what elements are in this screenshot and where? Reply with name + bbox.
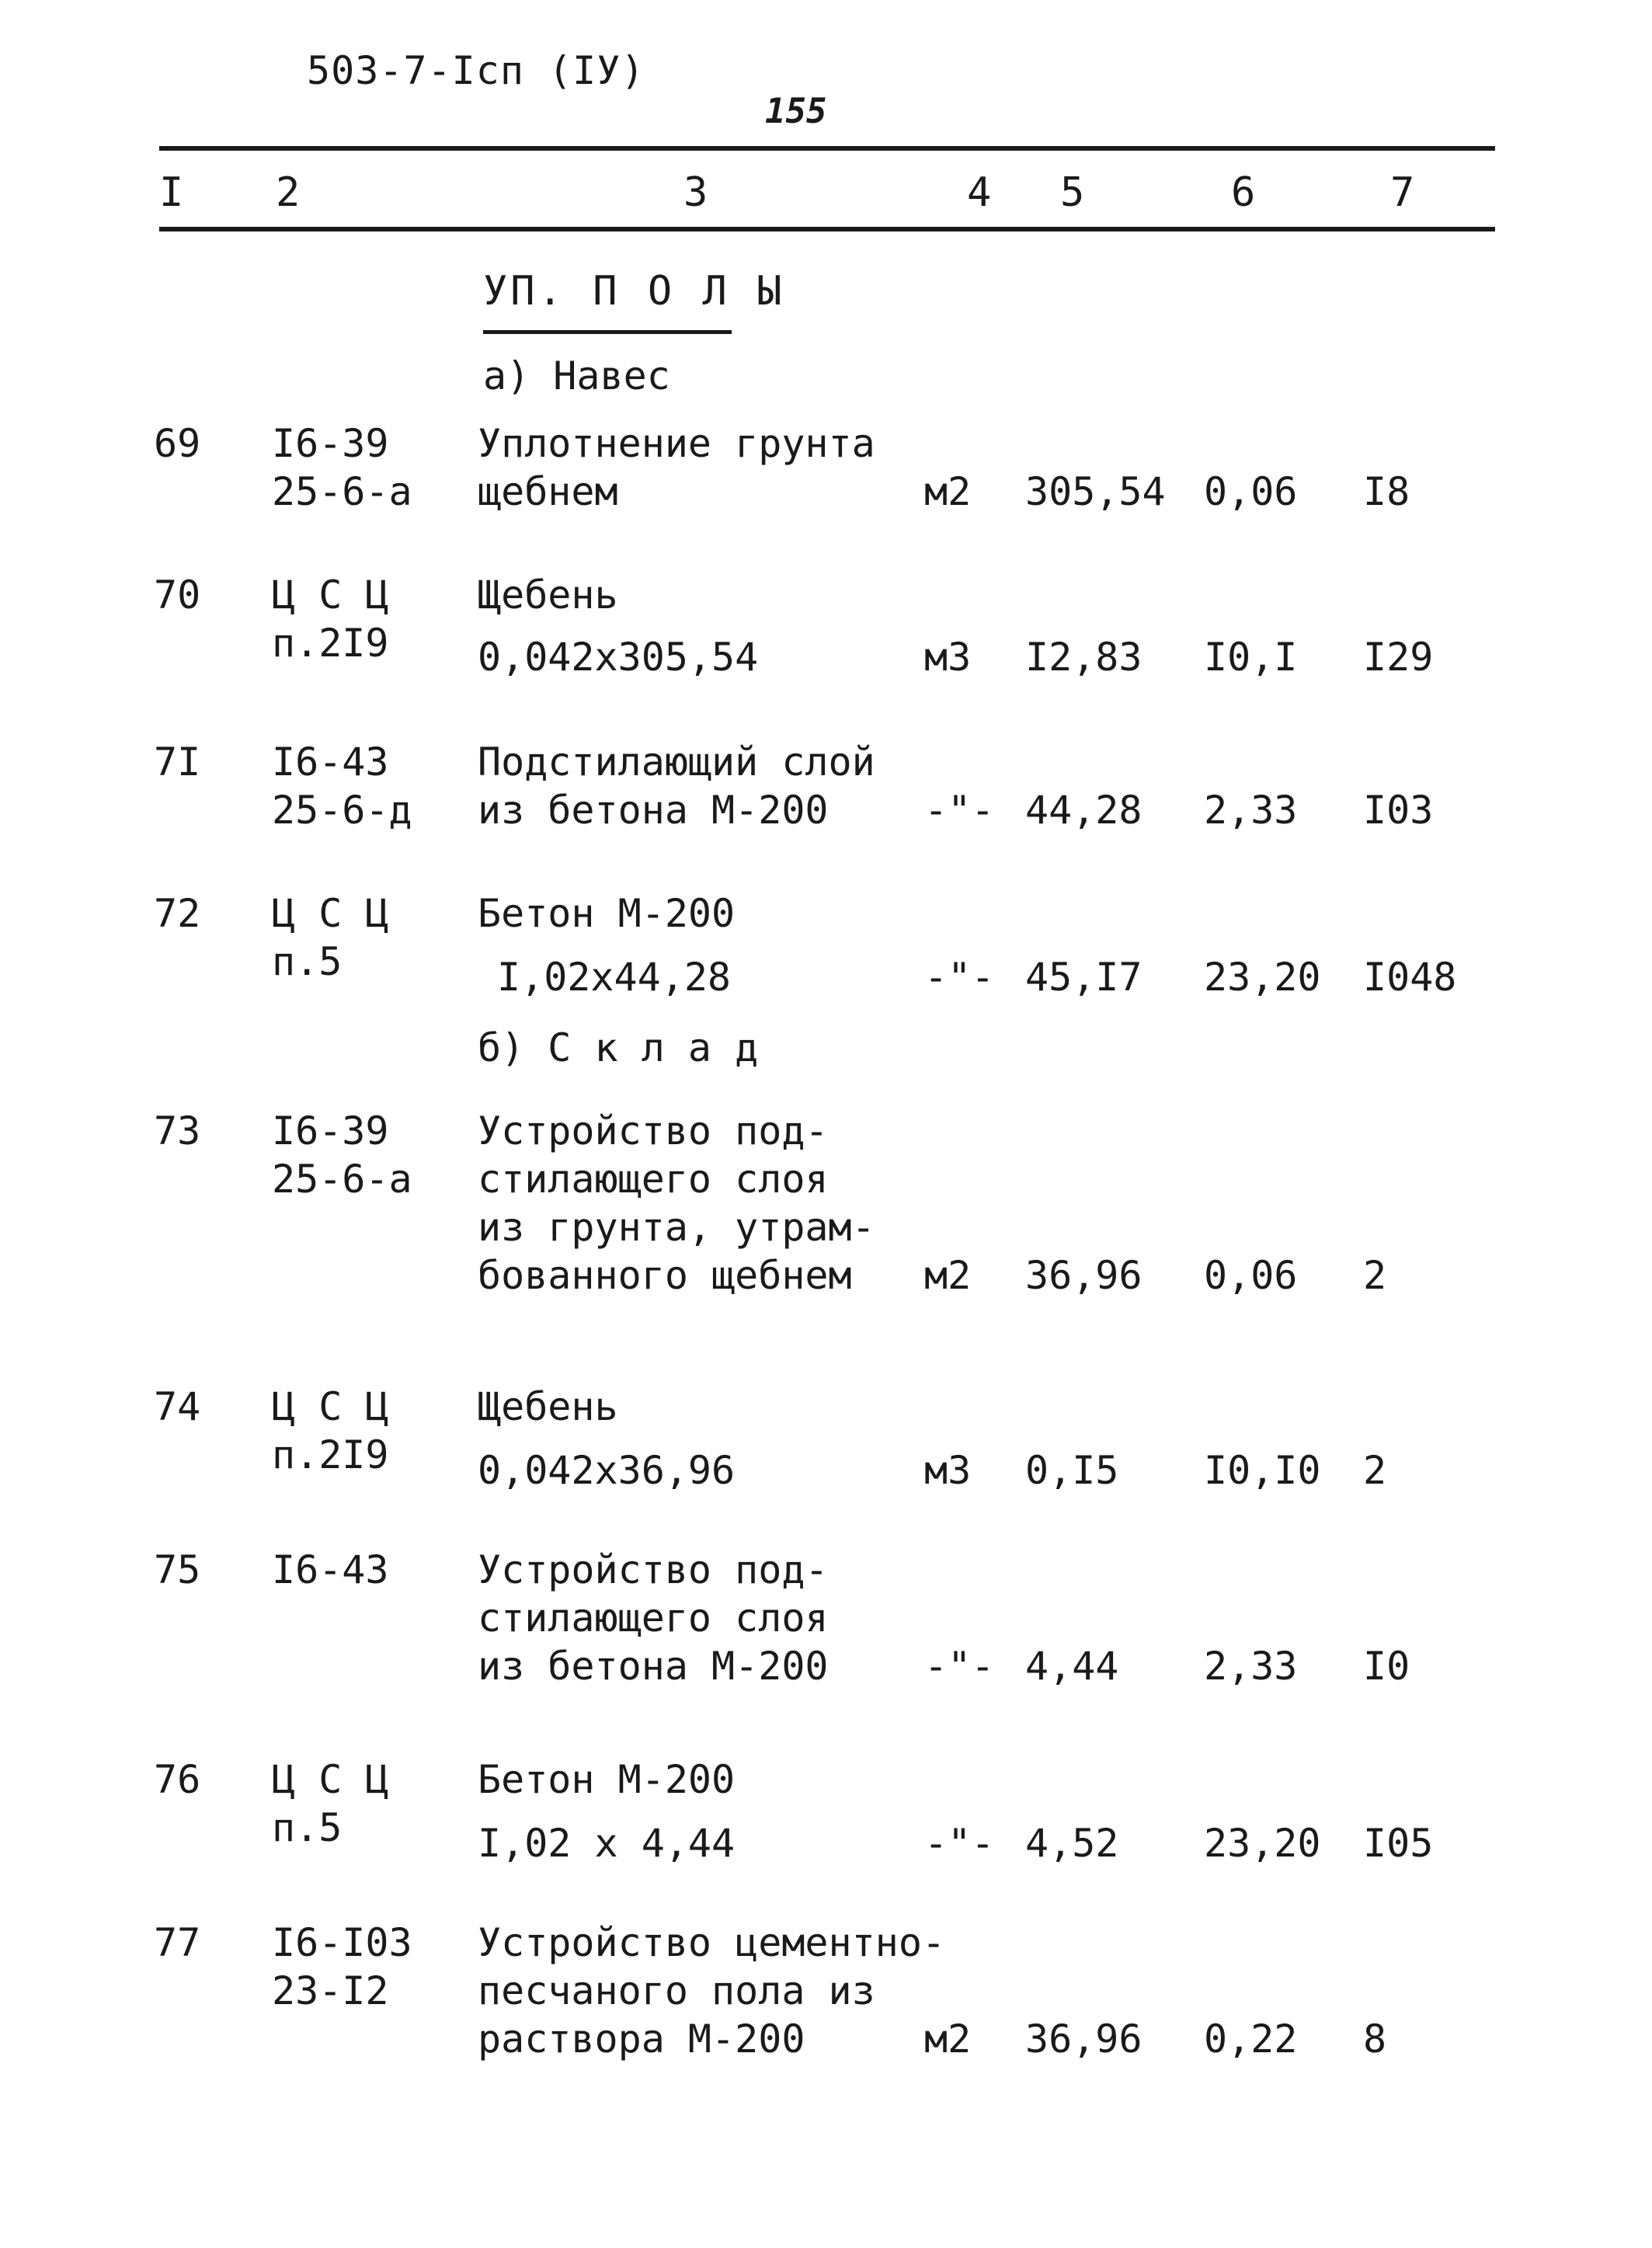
- rate-code-line: 25-6-а: [272, 469, 412, 514]
- quantity: 36,96: [1025, 1253, 1142, 1298]
- unit: -"-: [924, 955, 995, 1000]
- rate-code-line: I6-I03: [272, 1920, 412, 1965]
- quantity: 36,96: [1025, 2017, 1142, 2062]
- total-cost: I048: [1363, 955, 1457, 1000]
- column-4-label: 4: [967, 169, 992, 216]
- work-description-line: стилающего слоя: [478, 1157, 829, 1202]
- unit-price: I0,I0: [1204, 1448, 1321, 1493]
- rate-code-line: п.2I9: [272, 1432, 389, 1477]
- unit-price: 2,33: [1204, 788, 1298, 833]
- column-5-label: 5: [1060, 169, 1085, 216]
- rate-code-line: Ц С Ц: [272, 572, 389, 618]
- section-title: УП. П О Л Ы: [483, 268, 785, 315]
- work-description-line: Устройство под-: [478, 1547, 829, 1592]
- total-cost: 2: [1363, 1448, 1387, 1493]
- rate-code-line: п.5: [272, 939, 343, 984]
- quantity: 4,52: [1025, 1821, 1119, 1866]
- work-description-line: щебнем: [478, 469, 618, 514]
- rate-code-line: п.5: [272, 1805, 343, 1850]
- work-description-line: Уплотнение грунта: [478, 421, 875, 466]
- row-number: 72: [154, 891, 201, 936]
- unit: м3: [924, 1448, 972, 1493]
- row-number: 75: [154, 1547, 201, 1592]
- work-description-line: из бетона М-200: [478, 1644, 829, 1689]
- top-rule: [159, 146, 1495, 151]
- unit: -"-: [924, 1821, 995, 1866]
- unit: м2: [924, 469, 972, 514]
- row-number: 73: [154, 1108, 201, 1154]
- work-description-line: Щебень: [478, 1384, 618, 1429]
- unit: м2: [924, 2017, 972, 2062]
- unit: -"-: [924, 1644, 995, 1689]
- work-description-line: Подстилающий слой: [478, 739, 875, 785]
- quantity: I2,83: [1025, 635, 1142, 680]
- total-cost: I03: [1363, 788, 1434, 833]
- unit: м3: [924, 635, 972, 680]
- column-2-label: 2: [276, 169, 301, 216]
- unit-price: I0,I: [1204, 635, 1298, 680]
- unit: м2: [924, 1253, 972, 1298]
- column-7-label: 7: [1390, 169, 1415, 216]
- document-code: 503-7-Iсп (IУ): [307, 48, 645, 93]
- work-description-line: Бетон М-200: [478, 891, 736, 936]
- header-rule: [159, 227, 1495, 231]
- work-description-line: I,02х44,28: [497, 955, 732, 1000]
- unit-price: 23,20: [1204, 1821, 1321, 1866]
- quantity: 305,54: [1025, 469, 1166, 514]
- quantity: 4,44: [1025, 1644, 1119, 1689]
- work-description-line: стилающего слоя: [478, 1596, 829, 1641]
- total-cost: 8: [1363, 2017, 1387, 2062]
- rate-code-line: п.2I9: [272, 621, 389, 666]
- row-number: 70: [154, 572, 201, 618]
- column-3-label: 3: [683, 169, 708, 216]
- unit-price: 0,22: [1204, 2017, 1298, 2062]
- work-description-line: Устройство под-: [478, 1108, 829, 1154]
- row-number: 74: [154, 1384, 201, 1429]
- work-description-line: 0,042х305,54: [478, 635, 759, 680]
- column-1-label: I: [159, 169, 184, 216]
- rate-code-line: 23-I2: [272, 1968, 389, 2013]
- rate-code-line: 25-6-д: [272, 788, 412, 833]
- rate-code-line: 25-6-а: [272, 1157, 412, 1202]
- subsection-b-title: б) С к л а д: [478, 1025, 759, 1070]
- work-description-line: из бетона М-200: [478, 788, 829, 833]
- quantity: 0,I5: [1025, 1448, 1119, 1493]
- quantity: 44,28: [1025, 788, 1142, 833]
- quantity: 45,I7: [1025, 955, 1142, 1000]
- work-description-line: песчаного пола из: [478, 1968, 875, 2013]
- work-description-line: раствора М-200: [478, 2017, 805, 2062]
- rate-code-line: Ц С Ц: [272, 1384, 389, 1429]
- row-number: 76: [154, 1757, 201, 1802]
- work-description-line: 0,042х36,96: [478, 1448, 736, 1493]
- work-description-line: I,02 х 4,44: [478, 1821, 736, 1866]
- section-title-underline: [483, 330, 732, 334]
- row-number: 7I: [154, 739, 201, 785]
- column-6-label: 6: [1231, 169, 1256, 216]
- unit-price: 0,06: [1204, 1253, 1298, 1298]
- work-description-line: бованного щебнем: [478, 1253, 852, 1298]
- row-number: 77: [154, 1920, 201, 1965]
- total-cost: I8: [1363, 469, 1410, 514]
- unit-price: 23,20: [1204, 955, 1321, 1000]
- work-description-line: Бетон М-200: [478, 1757, 736, 1802]
- rate-code-line: I6-43: [272, 1547, 389, 1592]
- work-description-line: Щебень: [478, 572, 618, 618]
- total-cost: I29: [1363, 635, 1434, 680]
- rate-code-line: Ц С Ц: [272, 891, 389, 936]
- subsection-a-title: а) Навес: [483, 353, 670, 398]
- rate-code-line: I6-43: [272, 739, 389, 785]
- row-number: 69: [154, 421, 201, 466]
- total-cost: I05: [1363, 1821, 1434, 1866]
- total-cost: I0: [1363, 1644, 1410, 1689]
- rate-code-line: Ц С Ц: [272, 1757, 389, 1802]
- total-cost: 2: [1363, 1253, 1387, 1298]
- unit-price: 2,33: [1204, 1644, 1298, 1689]
- unit-price: 0,06: [1204, 469, 1298, 514]
- rate-code-line: I6-39: [272, 421, 389, 466]
- work-description-line: из грунта, утрам-: [478, 1205, 875, 1250]
- page-number: 155: [765, 92, 827, 131]
- rate-code-line: I6-39: [272, 1108, 389, 1154]
- work-description-line: Устройство цементно-: [478, 1920, 946, 1965]
- unit: -"-: [924, 788, 995, 833]
